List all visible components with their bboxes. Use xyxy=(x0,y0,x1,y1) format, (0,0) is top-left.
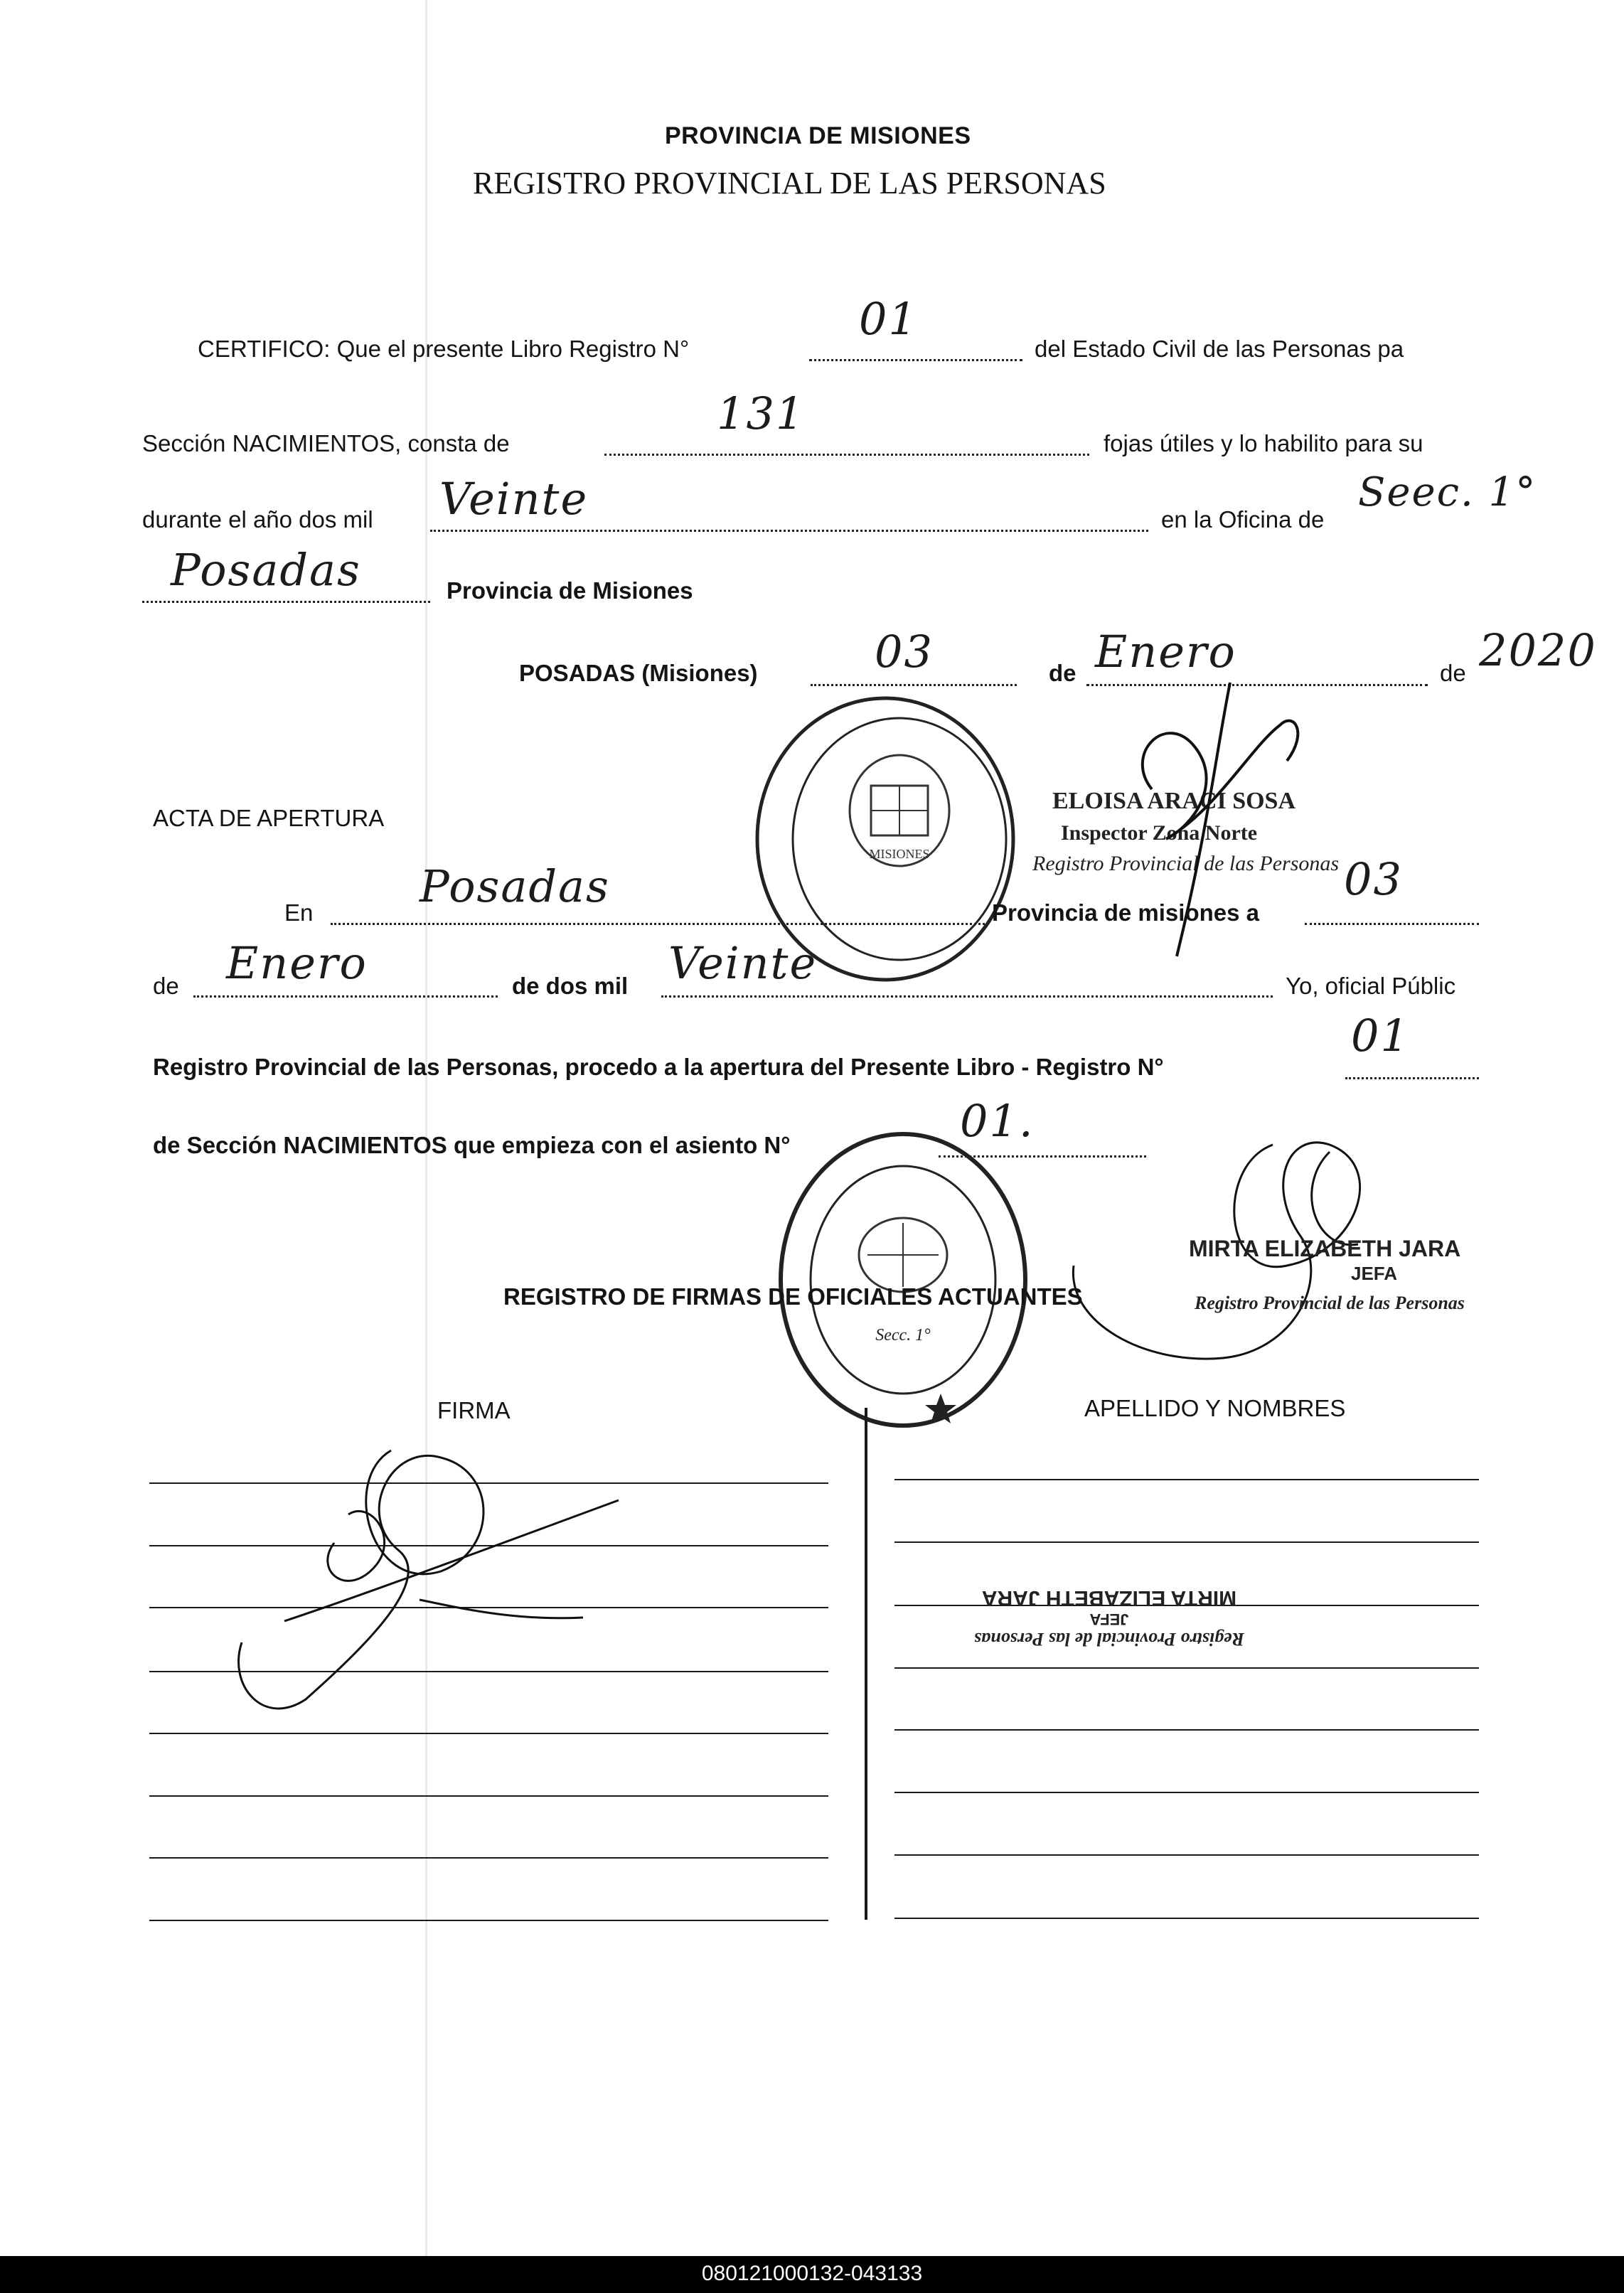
inspector-org: Registro Provincial de las Personas xyxy=(1032,852,1340,875)
cert-line4-suffix: Provincia de Misiones xyxy=(447,577,693,604)
dotted-leader xyxy=(811,684,1017,686)
city-handwritten: Posadas xyxy=(171,544,361,596)
opening-de-dos-mil: de dos mil xyxy=(512,973,629,999)
firma-row-line xyxy=(149,1795,828,1797)
date-de2-label: de xyxy=(1440,660,1466,686)
cert-line1-prefix: CERTIFICO: Que el presente Libro Registro N° xyxy=(198,336,690,362)
col-firma-header: FIRMA xyxy=(437,1397,511,1423)
firma-row-line xyxy=(149,1733,828,1734)
svg-text:Secc. 1°: Secc. 1° xyxy=(875,1326,931,1345)
opening-day-handwritten: 03 xyxy=(1344,853,1403,905)
year-handwritten: Veinte xyxy=(439,473,589,525)
opening-de-label: de xyxy=(153,973,179,999)
opening-city-handwritten: Posadas xyxy=(420,860,610,912)
inverted-chief-stamp xyxy=(946,1554,1273,1650)
dotted-leader xyxy=(142,601,430,603)
month-handwritten: Enero xyxy=(1095,626,1236,678)
firma-row-line xyxy=(149,1920,828,1921)
chief-title: JEFA xyxy=(1351,1263,1398,1284)
document-code: 080121000132-043133 xyxy=(701,2262,923,2285)
dotted-leader xyxy=(193,995,498,998)
opening-official-suffix: Yo, oficial Públic xyxy=(1286,973,1456,999)
book-number-handwritten: 01 xyxy=(859,293,918,345)
names-row-line xyxy=(894,1792,1479,1793)
names-row-line xyxy=(894,1667,1479,1669)
signatures-title: REGISTRO DE FIRMAS DE OFICIALES ACTUANTES xyxy=(503,1283,1083,1310)
cert-line3-suffix: en la Oficina de xyxy=(1161,506,1325,533)
cert-line2-prefix: Sección NACIMIENTOS, consta de xyxy=(142,430,510,456)
opening-entry-handwritten: 01. xyxy=(960,1095,1035,1147)
opening-title: ACTA DE APERTURA xyxy=(153,805,385,831)
dotted-leader xyxy=(809,359,1022,361)
cert-line1-suffix: del Estado Civil de las Personas pa xyxy=(1035,336,1404,362)
inspector-name: ELOISA ARACI SOSA xyxy=(1052,788,1296,814)
names-row-line xyxy=(894,1729,1479,1731)
dotted-leader xyxy=(1305,923,1479,925)
opening-month-handwritten: Enero xyxy=(226,937,368,989)
inverted-chief-title: JEFA xyxy=(1089,1610,1129,1628)
date-de-label: de xyxy=(1049,660,1077,686)
pages-handwritten: 131 xyxy=(717,387,806,439)
names-row-line xyxy=(894,1918,1479,1919)
province-heading: PROVINCIA DE MISIONES xyxy=(665,122,971,149)
opening-line4: de Sección NACIMIENTOS que empieza con el asiento N° xyxy=(153,1132,791,1158)
year-number-handwritten: 2020 xyxy=(1479,624,1597,676)
inspector-title: Inspector Zona Norte xyxy=(1061,821,1258,845)
day-handwritten: 03 xyxy=(875,626,934,678)
names-row-line xyxy=(894,1541,1479,1543)
opening-en-label: En xyxy=(284,899,314,926)
dotted-leader xyxy=(604,454,1089,456)
registry-heading: REGISTRO PROVINCIAL DE LAS PERSONAS xyxy=(473,166,1106,201)
opening-provincia-label: Provincia de misiones a xyxy=(992,899,1259,926)
official-signature xyxy=(228,1429,626,1728)
chief-name: MIRTA ELIZABETH JARA xyxy=(1189,1236,1461,1261)
dotted-leader xyxy=(661,995,1273,998)
cert-line3-prefix: durante el año dos mil xyxy=(142,506,373,533)
column-divider xyxy=(865,1408,867,1920)
opening-year-handwritten: Veinte xyxy=(668,937,818,989)
opening-line3: Registro Provincial de las Personas, procedo a la apertura del Presente Libro - Registro N° xyxy=(153,1054,1164,1080)
cert-line2-suffix: fojas útiles y lo habilito para su xyxy=(1104,430,1423,456)
dotted-leader xyxy=(430,530,1148,532)
col-names-header: APELLIDO Y NOMBRES xyxy=(1084,1395,1346,1421)
dotted-leader xyxy=(1345,1077,1479,1079)
svg-text:MISIONES: MISIONES xyxy=(869,847,930,861)
inverted-chief-name: MIRTA ELIZABETH JARA xyxy=(981,1586,1237,1610)
names-row-line xyxy=(894,1854,1479,1856)
inverted-chief-org: Registro Provincial de las Personas xyxy=(974,1629,1244,1650)
chief-org: Registro Provincial de las Personas xyxy=(1195,1293,1465,1313)
firma-row-line xyxy=(149,1857,828,1859)
names-row-line xyxy=(894,1479,1479,1480)
dotted-leader xyxy=(331,923,985,925)
date-prefix: POSADAS (Misiones) xyxy=(519,660,758,686)
delegation-round-stamp xyxy=(771,1123,1035,1436)
opening-book-handwritten: 01 xyxy=(1351,1010,1410,1062)
office-handwritten: Seec. 1° xyxy=(1358,469,1537,515)
scan-footer-bar xyxy=(0,2256,1624,2293)
